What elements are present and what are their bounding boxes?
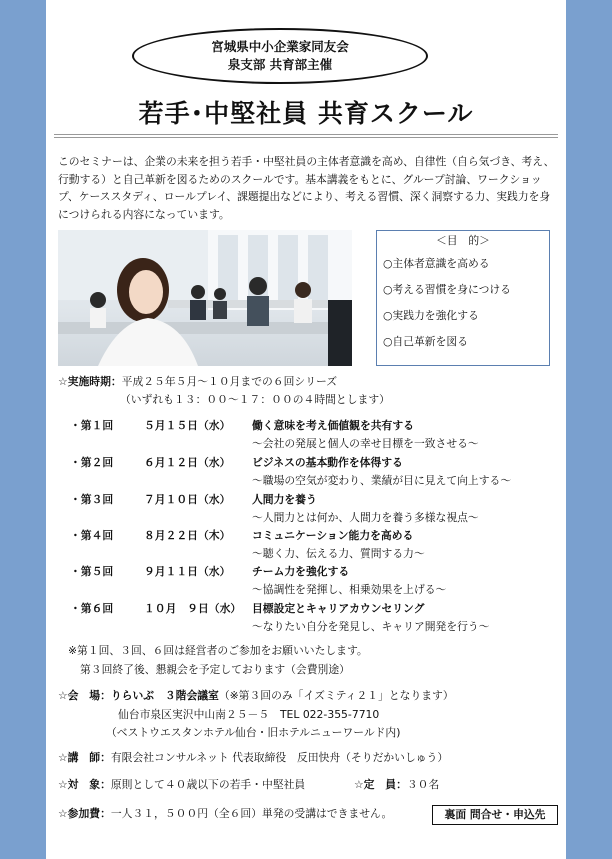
page-title: 若手･中堅社員 共育スクール [138, 99, 474, 128]
lecturer-label: ☆講 師： [58, 751, 111, 764]
purpose-item: ○実践力を強化する [383, 309, 479, 322]
session-date: ７月１０日（水） [144, 493, 231, 506]
session-title: ビジネスの基本動作を体得する [252, 456, 403, 469]
session-date: ９月１１日（水） [144, 565, 231, 578]
venue-name: りらいぶ ３階会議室 [110, 689, 219, 702]
title-rule-bottom [54, 137, 558, 138]
session-subtitle: ～聴く力、伝える力、質問する力～ [252, 547, 425, 560]
purpose-item: ○主体者意識を高める [383, 257, 490, 270]
session-date: ５月１５日（水） [144, 419, 231, 432]
seminar-photo [58, 230, 352, 366]
flyer-page [46, 0, 566, 859]
fee-label: ☆参加費： [58, 807, 111, 820]
session-title: チーム力を強化する [252, 565, 350, 578]
session-date: ６月１２日（水） [144, 456, 231, 469]
note-managers: ※第１回、３回、６回は経営者のご参加をお願いいたします。 [68, 644, 368, 657]
session-subtitle: ～職場の空気が変わり、業績が目に見えて向上する～ [252, 474, 512, 487]
venue-hotel: （ベストウエスタンホテル仙台・旧ホテルニューワールド内) [106, 726, 401, 739]
session-title: コミュニケーション能力を高める [252, 529, 414, 542]
session-number: ・第３回 [70, 493, 114, 506]
session-number: ・第５回 [70, 565, 114, 578]
session-number: ・第４回 [70, 529, 114, 542]
back-contact-badge: 裏面 問合せ・申込先 [432, 805, 558, 825]
venue-label: ☆会 場： [58, 689, 111, 702]
title-rule-top [54, 134, 558, 135]
session-subtitle: ～協調性を発揮し、相乗効果を上げる～ [252, 583, 447, 596]
session-title: 働く意味を考え価値観を共有する [252, 419, 414, 432]
purpose-item: ○自己革新を図る [383, 335, 468, 348]
organizer-oval [132, 28, 428, 84]
session-subtitle: ～なりたい自分を発見し、キャリア開発を行う～ [252, 620, 490, 633]
note-party: 第３回終了後、懇親会を予定しております（会費別途） [80, 663, 350, 676]
venue-line [58, 688, 454, 703]
target-line [58, 777, 305, 792]
target-text: 原則として４０歳以下の若手・中堅社員 [110, 778, 306, 791]
capacity-value: ３０名 [406, 778, 440, 791]
session-subtitle: ～人間力とは何か、人間力を養う多様な視点～ [252, 511, 479, 524]
organizer-name: 宮城県中小企業家同友会 [211, 39, 349, 54]
fee-text: 一人３１，５００円（全６回）単発の受講はできません。 [110, 807, 393, 820]
venue-address: 仙台市泉区実沢中山南２５－５ TEL 022-355-7710 [118, 708, 380, 721]
session-subtitle: ～会社の発展と個人の幸せ目標を一致させる～ [252, 437, 479, 450]
lecturer-text: 有限会社コンサルネット 代表取締役 反田快舟（そりだかいしゅう） [110, 751, 449, 764]
session-title: 人間力を養う [252, 493, 317, 506]
session-title: 目標設定とキャリアカウンセリング [252, 602, 425, 615]
session-number: ・第２回 [70, 456, 114, 469]
schedule-line [58, 374, 337, 389]
purpose-box [376, 230, 550, 366]
intro-paragraph: このセミナーは、企業の未来を担う若手・中堅社員の主体者意識を高め、自律性（自ら気づき、考え、行動する）と自己革新を図るためのスクールです。基本講義をもとに、グループ討論、ワークショップ、ケーススタディ、ロールプレイ、課題提出などにより、考える習慣、深く洞察する力、実践力を身につけられる内容になっています。 [58, 155, 555, 221]
purpose-item: ○考える習慣を身につける [383, 283, 511, 296]
schedule-text: 平成２５年５月～１０月までの６回シリーズ [121, 375, 338, 388]
fee-line [58, 806, 392, 821]
schedule-label: ☆実施時期： [58, 375, 122, 388]
capacity-line [354, 777, 439, 792]
session-number: ・第６回 [70, 602, 114, 615]
capacity-label: ☆定 員： [354, 778, 407, 791]
venue-extra: （※第３回のみ「イズミティ２１」となります） [218, 689, 454, 702]
session-date: １０月 ９日（水） [144, 602, 242, 615]
session-date: ８月２２日（木） [144, 529, 231, 542]
target-label: ☆対 象： [58, 778, 111, 791]
purpose-heading: ＜目 的＞ [436, 234, 490, 247]
organizer-branch: 泉支部 共育部主催 [227, 57, 333, 72]
schedule-note: （いずれも１３：００～１７：００の４時間とします） [120, 393, 390, 406]
session-number: ・第１回 [70, 419, 114, 432]
lecturer-line [58, 750, 448, 765]
